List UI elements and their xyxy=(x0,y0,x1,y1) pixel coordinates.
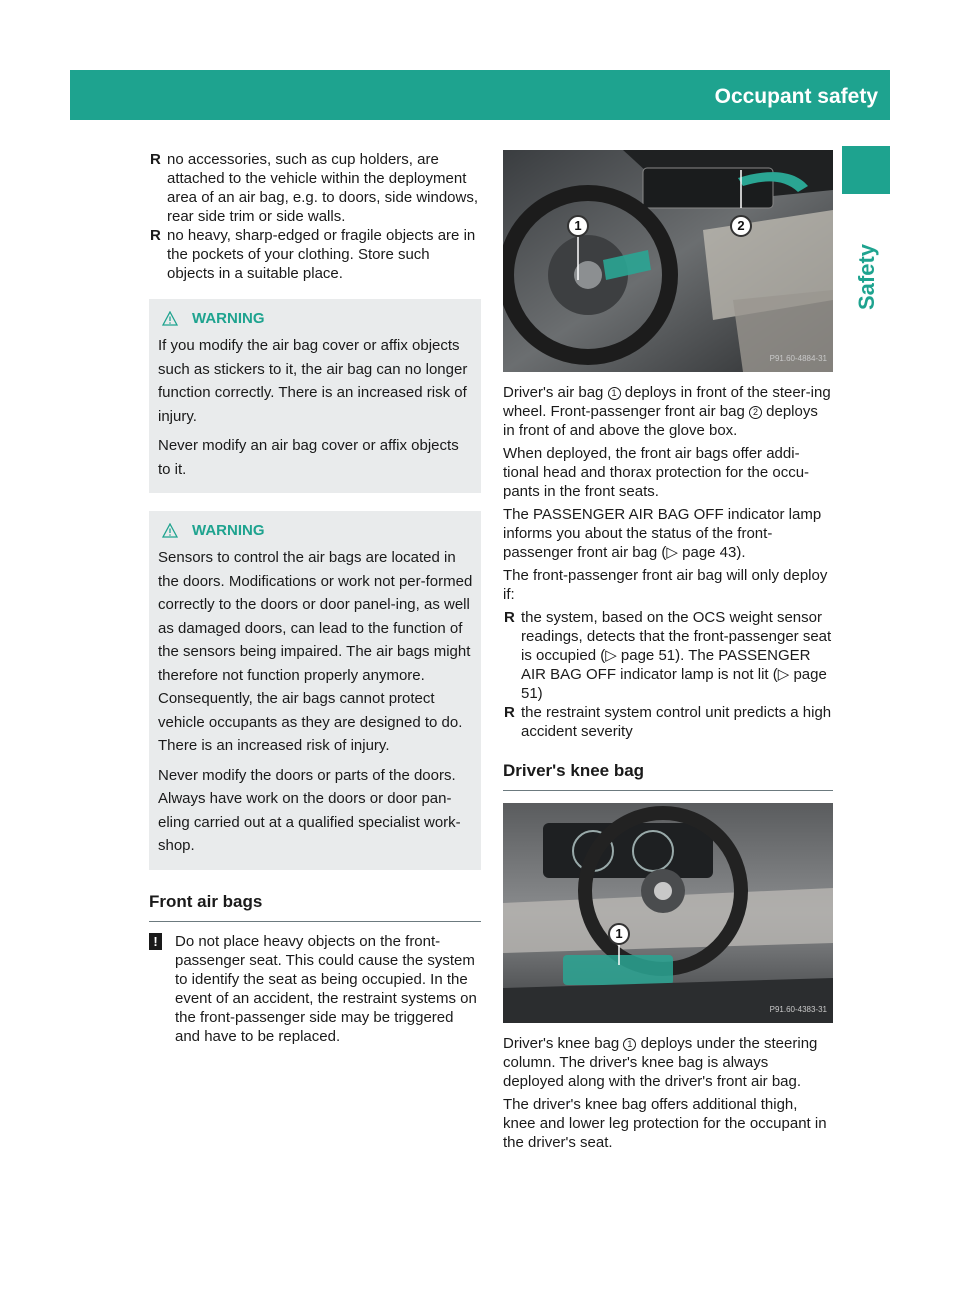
section-heading: Driver's knee bag xyxy=(503,759,833,791)
cockpit-illustration xyxy=(503,150,833,372)
warning-text: If you modify the air bag cover or affix objects such as stickers to it, the air bag can no longer function correctly. There is an increased risk of injury. xyxy=(158,337,468,425)
callout-1: 1 xyxy=(567,215,589,237)
warning-heading: WARNING xyxy=(158,309,473,328)
paragraph: The front-passenger front air bag will only deploy if: xyxy=(503,567,828,603)
warning-box xyxy=(149,299,481,493)
bullet-icon: R xyxy=(504,704,515,721)
callout-ref: 2 xyxy=(749,406,762,419)
knee-bag-photo xyxy=(503,803,833,1023)
page-header xyxy=(70,70,941,120)
callout-1: 1 xyxy=(608,923,630,945)
warning-box xyxy=(149,511,481,870)
bullet-icon: R xyxy=(504,609,515,626)
paragraph: Driver's air bag 1 deploys in front of the steer-ing wheel. Front-passenger front air bag 2 deploys in front of and above the glove box. xyxy=(503,384,831,439)
steering-column-illustration xyxy=(503,803,833,1023)
page-number: 49 xyxy=(917,85,941,108)
warning-text: Sensors to control the air bags are located in the doors. Modifications or work not per-formed correctly to the doors or door panel-ing, as well as damaged doors, can lead to the function of the sensors being impaired. The air bags might therefore not function properly anymore. Consequently, the air bags cannot protect vehicle occupants as they are designed to do. There is an increased risk of injury. xyxy=(158,549,473,754)
image-code: P91.60-4383-31 xyxy=(769,1005,827,1014)
side-tab-label: Safety xyxy=(854,243,879,310)
front-airbags-photo xyxy=(503,150,833,372)
callout-2: 2 xyxy=(730,215,752,237)
note-paragraph: ! Do not place heavy objects on the front-passenger seat. This could cause the system to identify the seat as being occupied. In the event of an accident, the restraint systems on the front-passenger side may be triggered and have to be replaced. xyxy=(149,932,481,1046)
image-code: P91.60-4884-31 xyxy=(769,354,827,363)
chapter-title: Occupant safety xyxy=(714,85,878,108)
bullet-icon: R xyxy=(150,151,161,168)
paragraph: Driver's knee bag 1 deploys under the steering column. The driver's knee bag is always deployed along with the driver's front air bag. xyxy=(503,1035,818,1090)
list-item: R the restraint system control unit predicts a high accident severity xyxy=(504,704,832,740)
list-item: R no heavy, sharp-edged or fragile objects are in the pockets of your clothing. Store such objects in a suitable place. xyxy=(150,227,476,282)
list-item: R no accessories, such as cup holders, are attached to the vehicle within the deployment area of an air bag, e.g. to doors, side windows, rear side trim or side walls. xyxy=(150,151,479,225)
paragraph: The PASSENGER AIR BAG OFF indicator lamp informs you about the status of the front-passenger front air bag (▷ page 43). xyxy=(503,506,822,561)
callout-ref: 1 xyxy=(608,387,621,400)
bullet-icon: R xyxy=(150,227,161,244)
right-column xyxy=(503,150,833,1156)
list-item: R the system, based on the OCS weight sensor readings, detects that the front-passenger seat is occupied (▷ page 51). The PASSENGER AIR BAG OFF indicator lamp is not lit (▷ page 51) xyxy=(504,609,832,702)
warning-text: Never modify the doors or parts of the doors. Always have work on the doors or door pan-eling carried out at a qualified specialist work-shop. xyxy=(158,766,461,854)
paragraph: When deployed, the front air bags offer addi-tional head and thorax protection for the occu-pants in the front seats. xyxy=(503,445,810,500)
section-heading: Front air bags xyxy=(149,890,481,922)
left-column xyxy=(149,150,481,1046)
side-tab-marker xyxy=(842,146,890,194)
paragraph: The driver's knee bag offers additional thigh, knee and lower leg protection for the occupant in the driver's seat. xyxy=(503,1096,827,1151)
warning-heading: WARNING xyxy=(158,521,473,540)
warning-triangle-icon xyxy=(162,311,178,326)
warning-triangle-icon xyxy=(162,523,178,538)
exclamation-icon: ! xyxy=(149,933,162,950)
warning-text: Never modify an air bag cover or affix objects to it. xyxy=(158,437,459,478)
callout-ref: 1 xyxy=(623,1038,636,1051)
